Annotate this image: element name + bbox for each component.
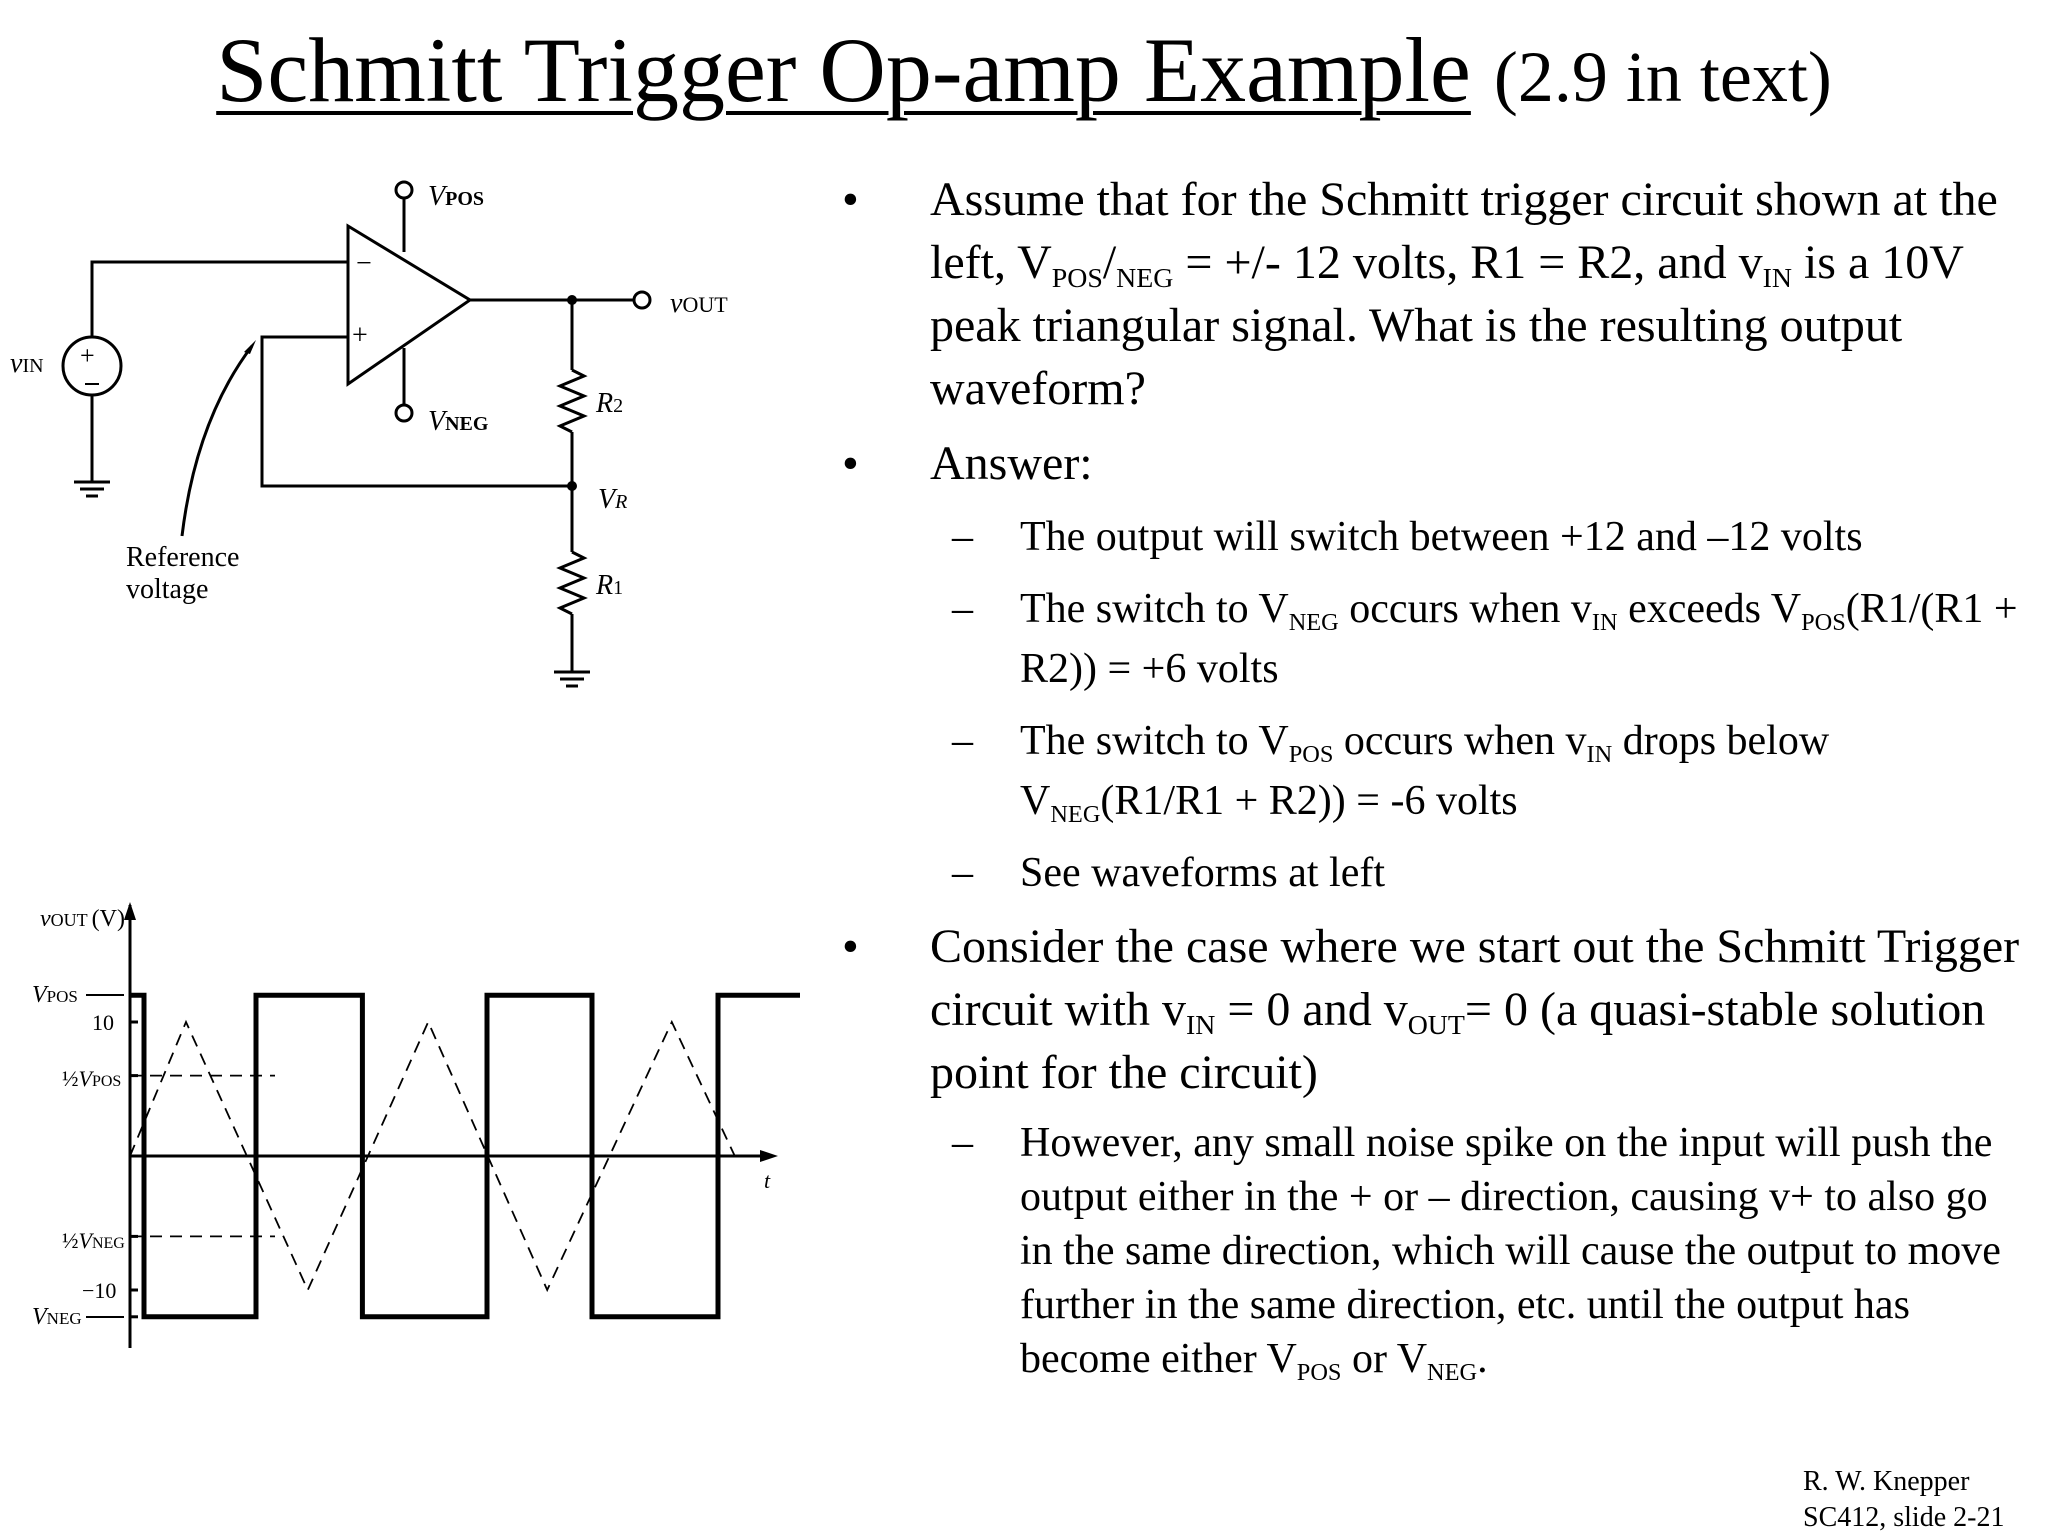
- answer-item-4: [840, 843, 2030, 903]
- r2-label: R2: [596, 388, 624, 419]
- answer-item-1-text: The output will switch between +12 and –12 volts: [1020, 514, 1863, 560]
- bullet-list: [840, 168, 2030, 1398]
- x-axis-arrowhead: [760, 1150, 778, 1162]
- reference-arrowhead: [244, 340, 256, 354]
- answer-item-4-text: See waveforms at left: [1020, 850, 1386, 896]
- answer-item-2-text-1: The switch to V: [1020, 586, 1289, 632]
- tick-label-minus-10: −10: [82, 1278, 117, 1303]
- consider-item-text-1: However, any small noise spike on the input will push the output either in the + or – direction, causing v+ to also go in the same direction, which will cause the output to move further in the same direction, etc. until the output has become either V: [1020, 1120, 2001, 1382]
- vin-ground-symbol: [74, 482, 110, 496]
- answer-item-3-text-2: occurs when v: [1333, 718, 1587, 764]
- assume-text-2: /: [1102, 236, 1117, 289]
- dash-marker: –: [952, 586, 973, 632]
- consider-item-text-2: or V: [1341, 1336, 1428, 1382]
- tick-label-vneg: VNEG: [32, 1304, 82, 1330]
- answer-item-2-sub-3: POS: [1801, 608, 1846, 636]
- title-main: Schmitt Trigger Op-amp Example: [216, 19, 1471, 121]
- waveform-chart: [0, 890, 800, 1360]
- reference-arrow: [182, 346, 252, 536]
- consider-item-1: [840, 1116, 2030, 1386]
- vneg-label: VNEG: [428, 406, 489, 437]
- title-sub: (2.9 in text): [1493, 37, 1832, 117]
- consider-sub-in: IN: [1185, 1009, 1216, 1041]
- opamp-minus-sign: −: [356, 248, 372, 279]
- slide-title: [0, 18, 2048, 124]
- footer-author: R. W. Knepper: [1803, 1466, 1970, 1497]
- assume-sub-neg: NEG: [1116, 262, 1174, 294]
- y-axis-arrowhead: [124, 902, 136, 920]
- answer-item-2-text-3: exceeds V: [1617, 586, 1802, 632]
- vr-label: VR: [598, 484, 628, 515]
- assume-text-4: is a 10V peak triangular signal. What is the resulting output waveform?: [930, 236, 1964, 415]
- assume-text-3: = +/- 12 volts, R1 = R2, and v: [1173, 236, 1763, 289]
- consider-sub-out: OUT: [1407, 1009, 1465, 1041]
- footer: [1803, 1464, 2004, 1536]
- vpos-label: VPOS: [428, 181, 485, 212]
- tick-label-vpos: VPOS: [32, 982, 78, 1008]
- answer-item-3: [840, 711, 2030, 831]
- dash-marker: –: [952, 718, 973, 764]
- answer-item-3-text-3: drops below V: [1020, 718, 1830, 824]
- tick-label-10: 10: [92, 1010, 114, 1035]
- assume-sub-pos: POS: [1051, 262, 1103, 294]
- tick-label-half-vpos: ½VPOS: [62, 1066, 122, 1091]
- r1-label: R1: [596, 570, 624, 601]
- consider-text-2: = 0 and v: [1215, 983, 1408, 1036]
- answer-item-1: [840, 507, 2030, 567]
- tick-label-half-vneg: ½VNEG: [62, 1228, 125, 1253]
- schmitt-circuit-diagram: [0, 160, 800, 700]
- assume-text-1: Assume that for the Schmitt trigger circuit shown at the left, V: [930, 173, 1998, 289]
- dash-marker: –: [952, 850, 973, 896]
- answer-item-3-text-1: The switch to V: [1020, 718, 1289, 764]
- answer-item-3-sub-2: IN: [1586, 740, 1613, 768]
- consider-text-3: = 0 (a quasi-stable solution point for the circuit): [930, 983, 1986, 1099]
- dash-marker: –: [952, 1120, 973, 1166]
- divider-ground-symbol: [554, 672, 590, 686]
- consider-item-sub-pos: POS: [1296, 1358, 1342, 1386]
- r1-resistor: [560, 552, 584, 614]
- bullet-dot: •: [842, 920, 859, 973]
- r2-resistor: [560, 370, 584, 432]
- bullet-assume: [840, 168, 2030, 420]
- assume-sub-in: IN: [1762, 262, 1792, 294]
- consider-item-sub-neg: NEG: [1427, 1358, 1478, 1386]
- vout-label: vOUT: [670, 288, 728, 319]
- vout-axis-label: vOUT (V): [40, 906, 125, 932]
- reference-label-line2: voltage: [126, 574, 209, 605]
- answer-item-2-sub-1: NEG: [1288, 608, 1339, 636]
- answer-item-2: [840, 579, 2030, 699]
- consider-text-1: Consider the case where we start out the Schmitt Trigger circuit with v: [930, 920, 2020, 1036]
- t-axis-label: t: [764, 1168, 771, 1193]
- bullet-answer: [840, 432, 2030, 495]
- answer-item-3-text-4: (R1/R1 + R2)) = -6 volts: [1100, 778, 1518, 824]
- bullet-dot: •: [842, 437, 859, 490]
- footer-slide: SC412, slide 2-21: [1803, 1502, 2005, 1533]
- vout-terminal: [634, 292, 650, 308]
- answer-item-3-sub-3: NEG: [1050, 800, 1101, 828]
- vneg-terminal: [396, 405, 412, 421]
- answer-item-2-sub-2: IN: [1591, 608, 1618, 636]
- bullet-dot: •: [842, 173, 859, 226]
- feedback-wire: [262, 337, 572, 486]
- answer-item-2-text-2: occurs when v: [1338, 586, 1592, 632]
- answer-item-2-text-4: (R1/(R1 + R2)) = +6 volts: [1020, 586, 2018, 692]
- vin-label: vIN: [10, 348, 44, 379]
- dash-marker: –: [952, 514, 973, 560]
- answer-text: Answer:: [930, 437, 1093, 490]
- reference-label-line1: Reference: [126, 542, 240, 573]
- bullet-consider: [840, 915, 2030, 1104]
- inverting-input-wire: [92, 262, 348, 337]
- consider-item-text-3: .: [1477, 1336, 1488, 1382]
- opamp-plus-sign: +: [352, 320, 368, 351]
- vin-source-plus: +: [80, 341, 95, 370]
- answer-item-3-sub-1: POS: [1288, 740, 1334, 768]
- vpos-terminal: [396, 182, 412, 198]
